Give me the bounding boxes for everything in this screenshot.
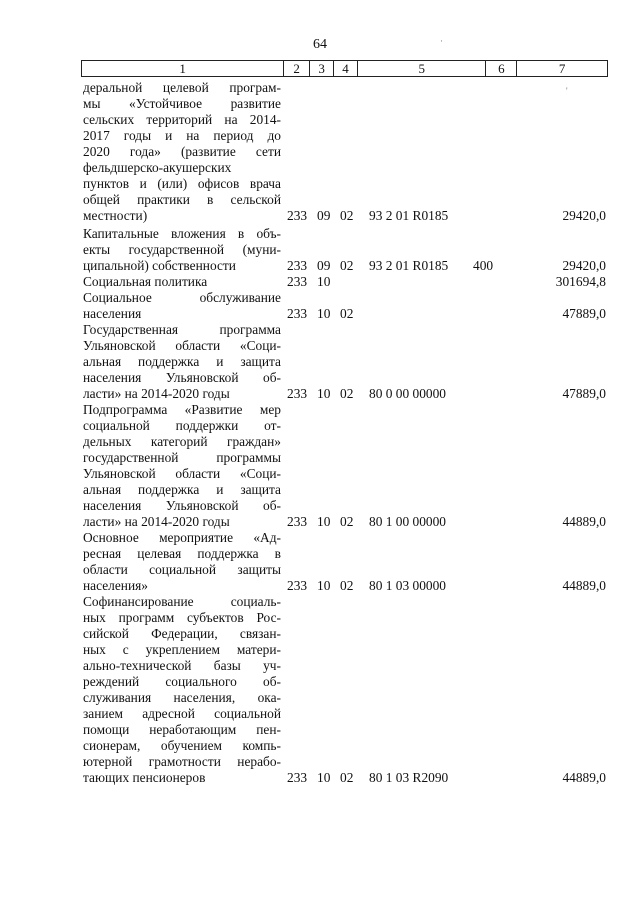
row-expense-type: 400 [473,258,494,273]
row-section: 10 [317,514,331,529]
description-line: 2020 года» (развитие сети [83,144,281,159]
row-code: 233 [287,770,308,785]
description-line: служивания населения, ока- [83,690,281,705]
description-line: альная поддержка и защита [83,354,281,369]
row-target-article: 80 1 03 R2090 [369,770,449,785]
row-description [83,402,285,530]
header-col-7: 7 [558,61,566,76]
table-row [83,226,608,274]
row-amount: 47889,0 [562,306,606,321]
description-line: фельдшерско-акушерских [83,160,232,175]
header-col-6: 6 [486,61,517,76]
row-description [83,322,285,402]
row-subsection: 02 [340,578,354,593]
row-description [83,594,285,786]
description-line: ально-технической базы уч- [83,658,281,673]
header-col-4: 4 [334,61,358,76]
header-col-3: 3 [310,61,334,76]
table-row [83,402,608,530]
row-description [83,290,285,322]
description-line: Софинансирование социаль- [83,594,281,609]
row-target-article: 93 2 01 R0185 [369,208,449,223]
table-row [83,594,608,786]
description-line: Государственная программа [83,322,281,337]
description-line: Ульяновской области «Соци- [83,338,281,353]
description-line: Капитальные вложения в объ- [83,226,281,241]
description-line: мы «Устойчивое развитие [83,96,281,111]
description-line: ных с укреплением матери- [83,642,281,657]
row-subsection: 02 [340,514,354,529]
row-amount: 29420,0 [562,258,606,273]
row-target-article: 93 2 01 R0185 [369,258,449,273]
row-code: 233 [287,578,308,593]
description-line: реждений социального об- [83,674,281,689]
table-header [81,60,608,77]
row-section: 09 [317,258,331,273]
description-line: ципальной) собственности [83,258,236,273]
description-line: помощи неработающим пен- [83,722,281,737]
row-subsection: 02 [340,770,354,785]
scan-speck: ' [566,86,568,96]
row-description [83,80,285,224]
description-line: Подпрограмма «Развитие мер [83,402,281,417]
header-col-2: 2 [284,61,310,76]
description-line: пунктов и (или) офисов врача [83,176,281,191]
row-target-article: 80 0 00 00000 [369,386,446,401]
row-amount: 44889,0 [562,770,606,785]
row-section: 09 [317,208,331,223]
row-amount: 47889,0 [562,386,606,401]
row-description [83,530,285,594]
row-subsection: 02 [340,306,354,321]
description-line: альная поддержка и защита [83,482,281,497]
row-section: 10 [317,386,331,401]
description-line: населения Ульяновской об- [83,370,281,385]
header-col-1: 1 [82,61,284,76]
row-section: 10 [317,770,331,785]
row-section: 10 [317,306,331,321]
row-subsection: 02 [340,208,354,223]
description-line: социальной поддержки от- [83,418,281,433]
description-line: местности) [83,208,148,223]
description-line: Социальная политика [83,274,208,289]
description-line: екты государственной (муни- [83,242,281,257]
description-line: сельских территорий на 2014- [83,112,281,127]
description-line: Основное мероприятие «Ад- [83,530,281,545]
description-line: населения [83,306,142,321]
description-line: ных программ субъектов Рос- [83,610,281,625]
description-line: деральной целевой програм- [83,80,281,95]
description-line: сионерам, обучением компь- [83,738,281,753]
table-row [83,274,608,290]
description-line: населения» [83,578,148,593]
description-line: ютерной грамотности нерабо- [83,754,281,769]
row-code: 233 [287,306,308,321]
row-section: 10 [317,274,331,289]
row-amount: 29420,0 [562,208,606,223]
description-line: занием адресной социальной [83,706,281,721]
row-target-article: 80 1 03 00000 [369,578,446,593]
row-description [83,226,285,274]
row-target-article: 80 1 00 00000 [369,514,446,529]
row-amount: 301694,8 [555,274,606,289]
description-line: Ульяновской области «Соци- [83,466,281,481]
page-number: 64 [313,37,327,52]
row-description [83,274,285,290]
description-line: ресная целевая поддержка в [83,546,281,561]
row-code: 233 [287,258,308,273]
description-line: 2017 годы и на период до [83,128,281,143]
row-code: 233 [287,208,308,223]
table-body [83,80,608,786]
row-code: 233 [287,386,308,401]
description-line: населения Ульяновской об- [83,498,281,513]
description-line: сийской Федерации, связан- [83,626,281,641]
row-code: 233 [287,514,308,529]
table-row [83,530,608,594]
description-line: области социальной защиты [83,562,281,577]
description-line: тающих пенсионеров [83,770,206,785]
header-col-5: 5 [358,61,487,76]
row-code: 233 [287,274,308,289]
table-row [83,80,608,224]
description-line: ласти» на 2014-2020 годы [83,514,230,529]
row-section: 10 [317,578,331,593]
table-row [83,322,608,402]
description-line: общей практики в сельской [83,192,281,207]
description-line: Социальное обслуживание [83,290,281,305]
table-row [83,290,608,322]
row-amount: 44889,0 [562,578,606,593]
description-line: государственной программы [83,450,281,465]
row-amount: 44889,0 [562,514,606,529]
description-line: дельных категорий граждан» [83,434,281,449]
row-subsection: 02 [340,386,354,401]
row-subsection: 02 [340,258,354,273]
scan-speck: · [440,36,443,46]
description-line: ласти» на 2014-2020 годы [83,386,230,401]
